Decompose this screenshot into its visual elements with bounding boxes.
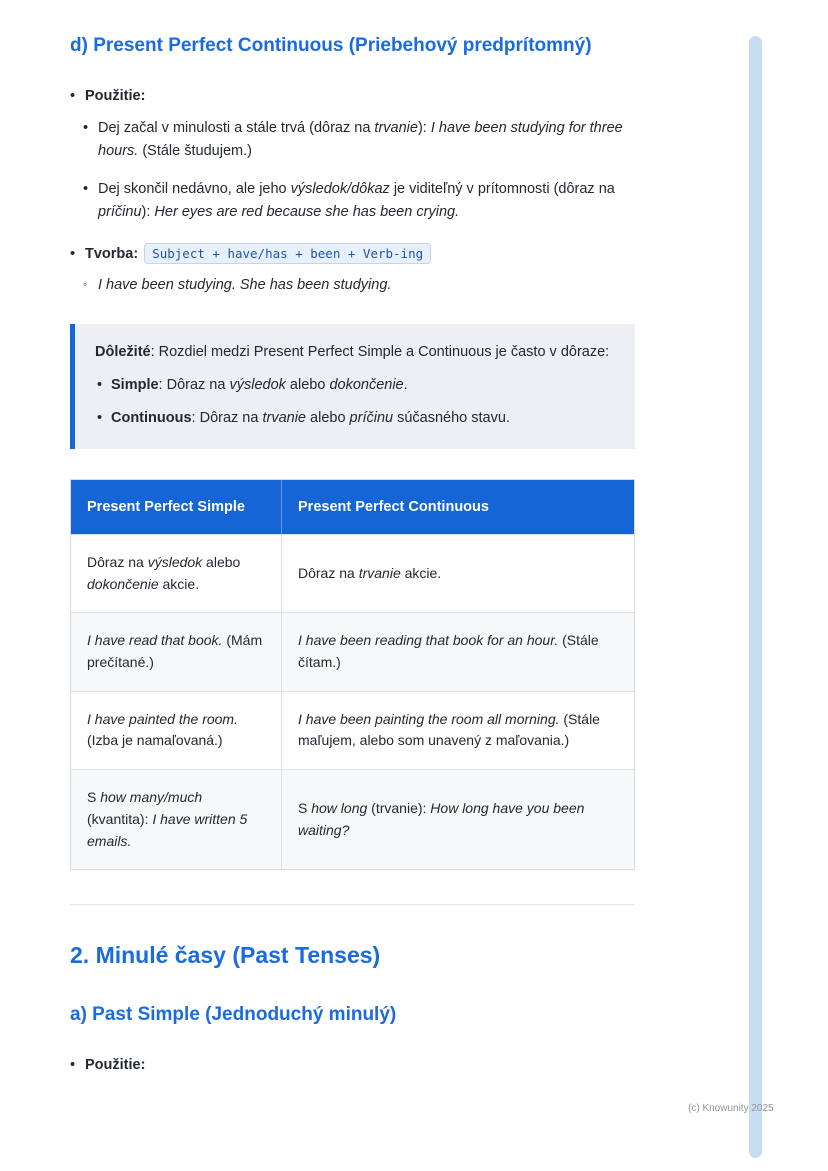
callout-list	[95, 374, 615, 430]
table-row	[71, 769, 634, 869]
callout-important	[70, 324, 635, 449]
tvorba-sublist	[83, 274, 635, 296]
usage-item-text: Dej skončil nedávno, ale jeho výsledok/dôkaz je viditeľný v prítomnosti (dôraz na príčinu): Her eyes are red because she has been crying.	[98, 181, 615, 220]
table-row	[71, 534, 634, 612]
bullet-icon: •	[70, 246, 76, 263]
table-cell: I have read that book. (Mám prečítané.)	[71, 612, 281, 690]
table-header-cell: Present Perfect Continuous	[281, 480, 634, 534]
bullet-icon: •	[83, 120, 89, 137]
section-d-heading: d) Present Perfect Continuous (Priebehový predprítomný)	[70, 35, 592, 56]
pouzitie-label: Použitie:	[85, 87, 146, 104]
tvorba-label: Tvorba: Subject + have/has + been + Verb-ing	[85, 243, 635, 265]
pouzitie-label: Použitie:	[85, 1056, 146, 1073]
watermark-text: (c) Knowunity 2025	[688, 1103, 774, 1114]
bullet-icon: •	[97, 410, 103, 427]
table-header-row	[71, 480, 634, 534]
table-cell: I have painted the room. (Izba je namaľovaná.)	[71, 691, 281, 769]
bullet-icon: •	[70, 1056, 76, 1073]
section-a-list	[70, 1054, 635, 1076]
table-row	[71, 691, 634, 769]
comparison-table-body	[71, 534, 634, 869]
callout-item-text: Continuous: Dôraz na trvanie alebo príčinu súčasného stavu.	[111, 410, 510, 427]
list-item	[83, 274, 635, 296]
table-cell: I have been painting the room all morning. (Stále maľujem, alebo som unavený z maľovania.)	[281, 691, 634, 769]
section-a-heading: a) Past Simple (Jednoduchý minulý)	[70, 1004, 397, 1026]
scrollbar-thumb[interactable]	[749, 36, 762, 1158]
table-row	[71, 612, 634, 690]
tvorba-example-text: I have been studying. She has been studying.	[98, 276, 392, 293]
section-d-list	[70, 85, 635, 296]
table-cell: Dôraz na výsledok alebo dokončenie akcie.	[71, 534, 281, 612]
section-2-heading: 2. Minulé časy (Past Tenses)	[70, 942, 381, 969]
table-cell: S how long (trvanie): How long have you been waiting?	[281, 769, 634, 869]
callout-item-text: Simple: Dôraz na výsledok alebo dokončenie.	[111, 377, 408, 394]
section-divider	[70, 904, 635, 905]
usage-sublist	[83, 117, 635, 223]
bullet-icon: •	[83, 181, 89, 198]
comparison-table	[70, 479, 635, 871]
list-item	[95, 407, 615, 430]
bullet-icon: •	[70, 87, 76, 104]
circle-bullet-icon: ◦	[83, 276, 88, 291]
table-cell: I have been reading that book for an hour. (Stále čítam.)	[281, 612, 634, 690]
table-header-cell: Present Perfect Simple	[71, 480, 281, 534]
list-item-pouzitie	[70, 1054, 635, 1076]
table-cell: Dôraz na trvanie akcie.	[281, 534, 634, 612]
list-item	[83, 117, 635, 162]
callout-intro: Dôležité: Rozdiel medzi Present Perfect Simple a Continuous je často v dôraze:	[95, 343, 610, 360]
list-item	[83, 178, 635, 223]
document-page	[70, 34, 635, 1076]
bullet-icon: •	[97, 377, 103, 394]
usage-item-text: Dej začal v minulosti a stále trvá (dôraz na trvanie): I have been studying for three hours. (Stále študujem.)	[98, 120, 623, 159]
list-item	[95, 374, 615, 397]
list-item-pouzitie	[70, 85, 635, 223]
list-item-tvorba	[70, 243, 635, 296]
table-cell: S how many/much (kvantita): I have written 5 emails.	[71, 769, 281, 869]
